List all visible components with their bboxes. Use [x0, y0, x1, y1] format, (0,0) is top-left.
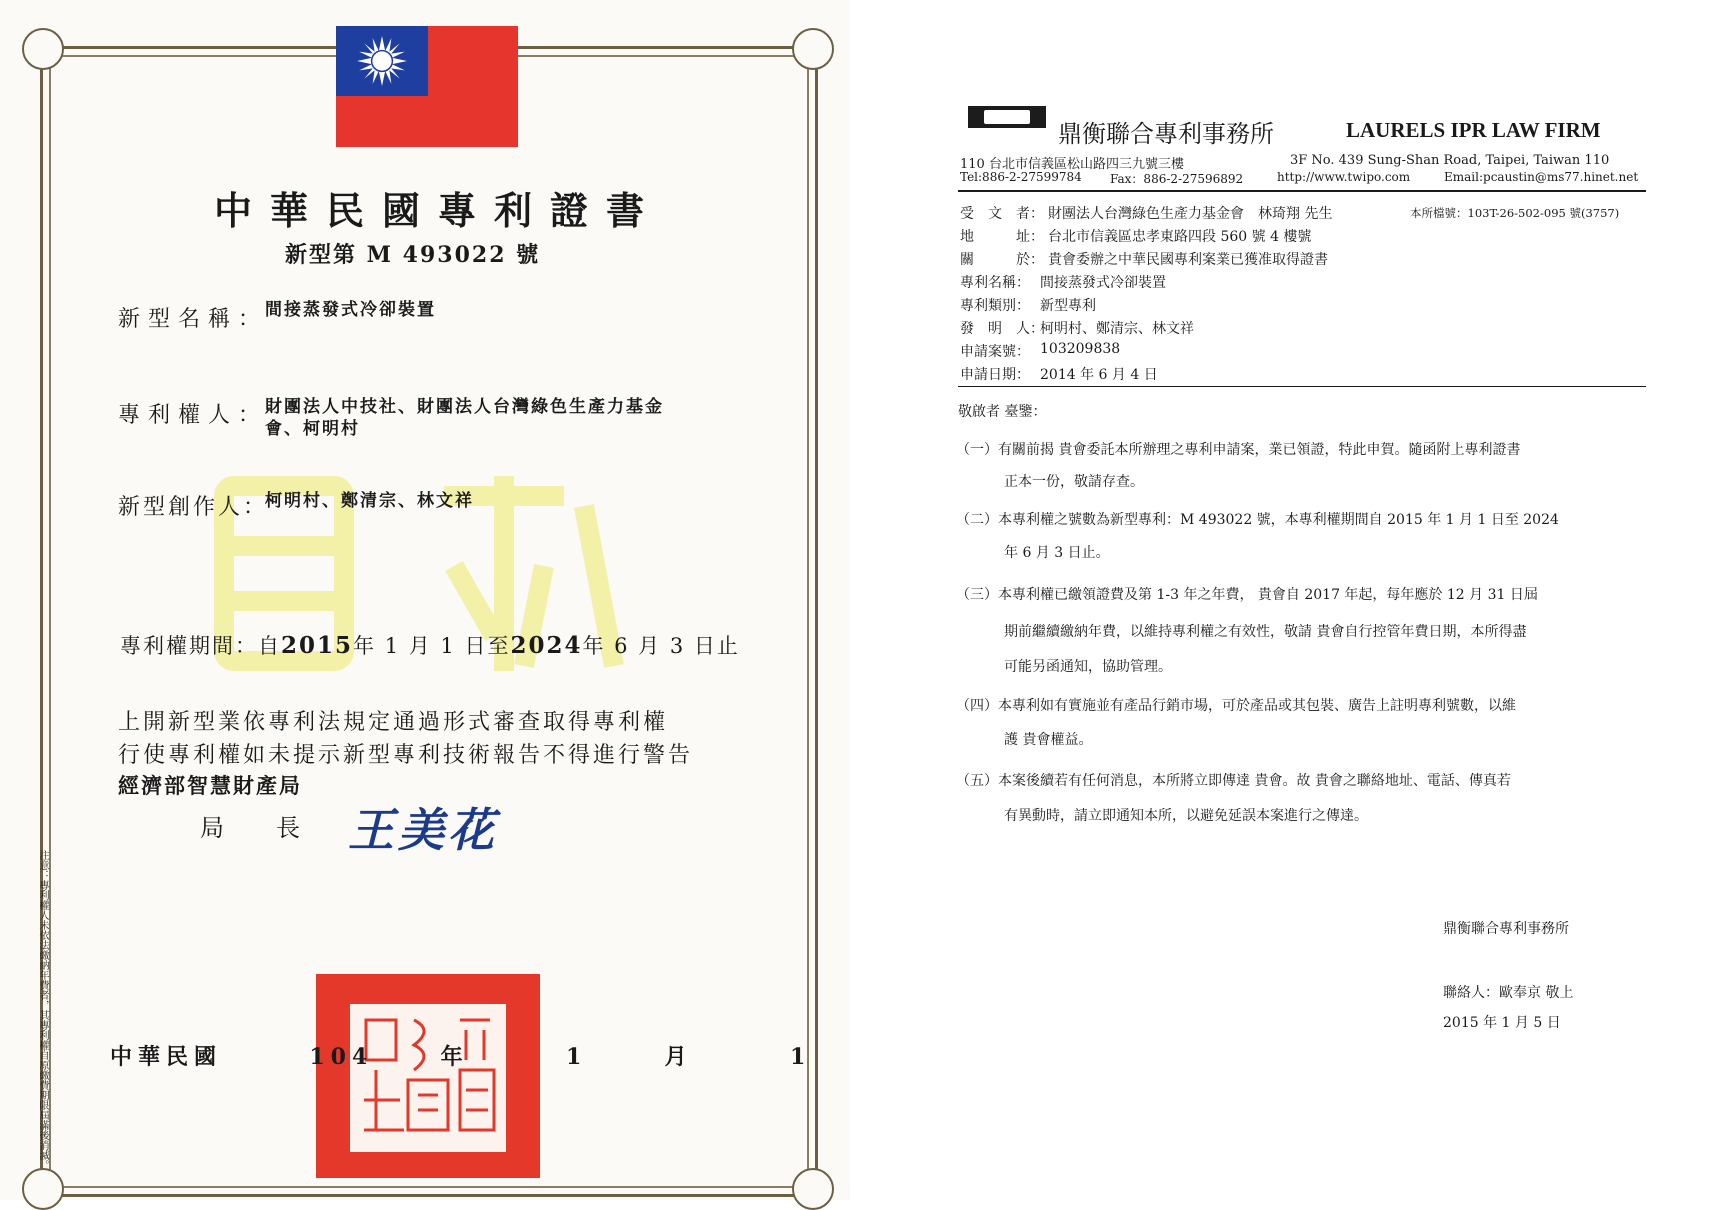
- fax: Fax：886-2-27596892: [1110, 172, 1244, 186]
- paragraph-2-line2: 年 6 月 3 日止。: [1004, 545, 1110, 561]
- certificate-date: [110, 1040, 917, 1071]
- issuing-office: 經濟部智慧財產局: [118, 773, 302, 798]
- address-cn: 110 台北市信義區松山路四三九號三樓: [960, 157, 1184, 172]
- paragraph-2-line1: （二）本專利權之號數為新型專利：M 493022 號，本專利權期間自 2015 年 1 月 1 日至 2024: [956, 512, 1559, 528]
- name-value: 間接蒸發式冷卻裝置: [265, 300, 436, 320]
- notice-line1: 上開新型業依專利法規定通過形式審查取得專利權: [118, 710, 669, 735]
- border-ornament: [22, 28, 64, 70]
- paragraph-1-line2: 正本一份，敬請存查。: [1004, 474, 1144, 490]
- owner-label: 專利權人：: [118, 403, 269, 428]
- period-start-year: 2015: [281, 632, 354, 659]
- paragraph-5-line1: （五）本案後續若有任何消息，本所將立即傳達 貴會。故 貴會之聯絡地址、電話、傳真若: [956, 773, 1511, 789]
- border-ornament: [792, 1168, 834, 1210]
- field-label: 專利名稱：: [960, 275, 1030, 291]
- patent-certificate: [0, 0, 850, 1200]
- paragraph-3-line2: 期前繼續繳納年費，以維持專利權之有效性，敬請 貴會自行控管年費日期，本所得盡: [1004, 624, 1527, 640]
- field-value: 新型專利: [1040, 298, 1096, 314]
- contact-person: 聯絡人：歐奉京 敬上: [1443, 985, 1574, 1001]
- tel: Tel:886-2-27599784: [960, 170, 1082, 184]
- field-label: 地 址：: [960, 229, 1044, 245]
- field-label: 受 文 者：: [960, 206, 1044, 222]
- certificate-number: 新型第 M 493022 號: [285, 242, 541, 268]
- paragraph-4-line2: 護 貴會權益。: [1004, 732, 1093, 748]
- paragraph-3-line1: （三）本專利權已繳領證費及第 1-3 年之年費， 貴會自 2017 年起，每年應於 12 月 31 日屆: [956, 587, 1538, 603]
- field-value: 103209838: [1040, 341, 1121, 357]
- paragraph-5-line2: 有異動時，請立即通知本所，以避免延誤本案進行之傳達。: [1004, 808, 1368, 824]
- file-number: 本所檔號：103T-26-502-095 號(3757): [1410, 206, 1620, 220]
- header-rule: [958, 190, 1646, 192]
- address-en: 3F No. 439 Sung-Shan Road, Taipei, Taiwan 110: [1290, 153, 1610, 168]
- creator-value: 柯明村、鄭清宗、林文祥: [265, 491, 474, 511]
- notice-line2: 行使專利權如未提示新型專利技術報告不得進行警告: [118, 743, 694, 768]
- email-link[interactable]: Email:pcaustin@ms77.hinet.net: [1444, 170, 1639, 184]
- firm-name-cn: 鼎衡聯合專利事務所: [1058, 120, 1274, 148]
- date-month-unit: 月: [664, 1044, 693, 1070]
- paragraph-3-line3: 可能另函通知，協助管理。: [1004, 659, 1172, 675]
- logo-inner: [984, 110, 1030, 124]
- website-link[interactable]: http://www.twipo.com: [1277, 170, 1411, 184]
- field-value: 台北市信義區忠孝東路四段 560 號 4 樓號: [1048, 229, 1312, 245]
- side-note: 注意：專利權人未依法繳納年費者，其專利權自原繳費期限屆滿後消滅。: [37, 850, 48, 1170]
- letter-date: 2015 年 1 月 5 日: [1443, 1015, 1561, 1031]
- creator-label: 新型創作人：: [118, 495, 269, 520]
- flag-canton: [336, 26, 428, 96]
- field-label: 專利類別：: [960, 298, 1030, 314]
- border-ornament: [22, 1168, 64, 1210]
- field-label: 發 明 人：: [960, 321, 1044, 337]
- paragraph-4-line1: （四）本專利如有實施並有產品行銷市場，可於產品或其包裝、廣告上註明專利號數，以維: [956, 698, 1516, 714]
- field-label: 申請案號：: [960, 344, 1030, 360]
- field-value: 貴會委辦之中華民國專利案業已獲准取得證書: [1048, 252, 1328, 268]
- firm-name-en: LAURELS IPR LAW FIRM: [1346, 118, 1601, 142]
- field-value: 間接蒸發式冷卻裝置: [1040, 275, 1166, 291]
- field-label: 關 於：: [960, 252, 1044, 268]
- director-label: 局 長: [200, 814, 314, 842]
- director-signature: 王美花: [348, 803, 498, 857]
- fields-rule: [958, 386, 1646, 387]
- period-end-year: 2024: [510, 632, 583, 659]
- seal-script-mark: [356, 1010, 500, 1146]
- date-month: 1: [566, 1044, 588, 1070]
- signature-firm: 鼎衡聯合專利事務所: [1443, 921, 1569, 937]
- certificate-title: 中華民國專利證書: [214, 188, 663, 233]
- date-year-unit: 年: [440, 1044, 469, 1070]
- owner-value-line2: 會、柯明村: [265, 419, 360, 439]
- date-day: 1: [790, 1044, 812, 1070]
- period-end-rest: 年 6 月 3 日止: [582, 634, 740, 658]
- field-value: 財團法人台灣綠色生產力基金會 林琦翔 先生: [1048, 206, 1333, 222]
- patent-period: [120, 630, 740, 660]
- date-year: 104: [309, 1044, 374, 1070]
- field-label: 申請日期：: [960, 367, 1030, 383]
- official-seal: [316, 974, 540, 1178]
- seal-inner: [350, 1004, 506, 1152]
- field-value: 柯明村、鄭清宗、林文祥: [1040, 321, 1194, 337]
- name-label: 新型名稱：: [118, 307, 269, 332]
- border-ornament: [792, 28, 834, 70]
- salutation: 敬啟者 臺鑒：: [958, 404, 1047, 420]
- field-value: 2014 年 6 月 4 日: [1040, 367, 1158, 383]
- white-sun-icon: [356, 35, 408, 87]
- date-era: 中華民國: [110, 1044, 223, 1070]
- period-label: 專利權期間：自: [120, 634, 281, 658]
- roc-flag-icon: [336, 26, 518, 147]
- firm-logo-icon: [968, 106, 1046, 128]
- owner-value-line1: 財團法人中技社、財團法人台灣綠色生產力基金: [265, 397, 664, 417]
- paragraph-1-line1: （一）有關前揭 貴會委託本所辦理之專利申請案，業已領證，特此申賀。隨函附上專利證書: [956, 442, 1521, 458]
- period-start-rest: 年 1 月 1 日至: [353, 634, 511, 658]
